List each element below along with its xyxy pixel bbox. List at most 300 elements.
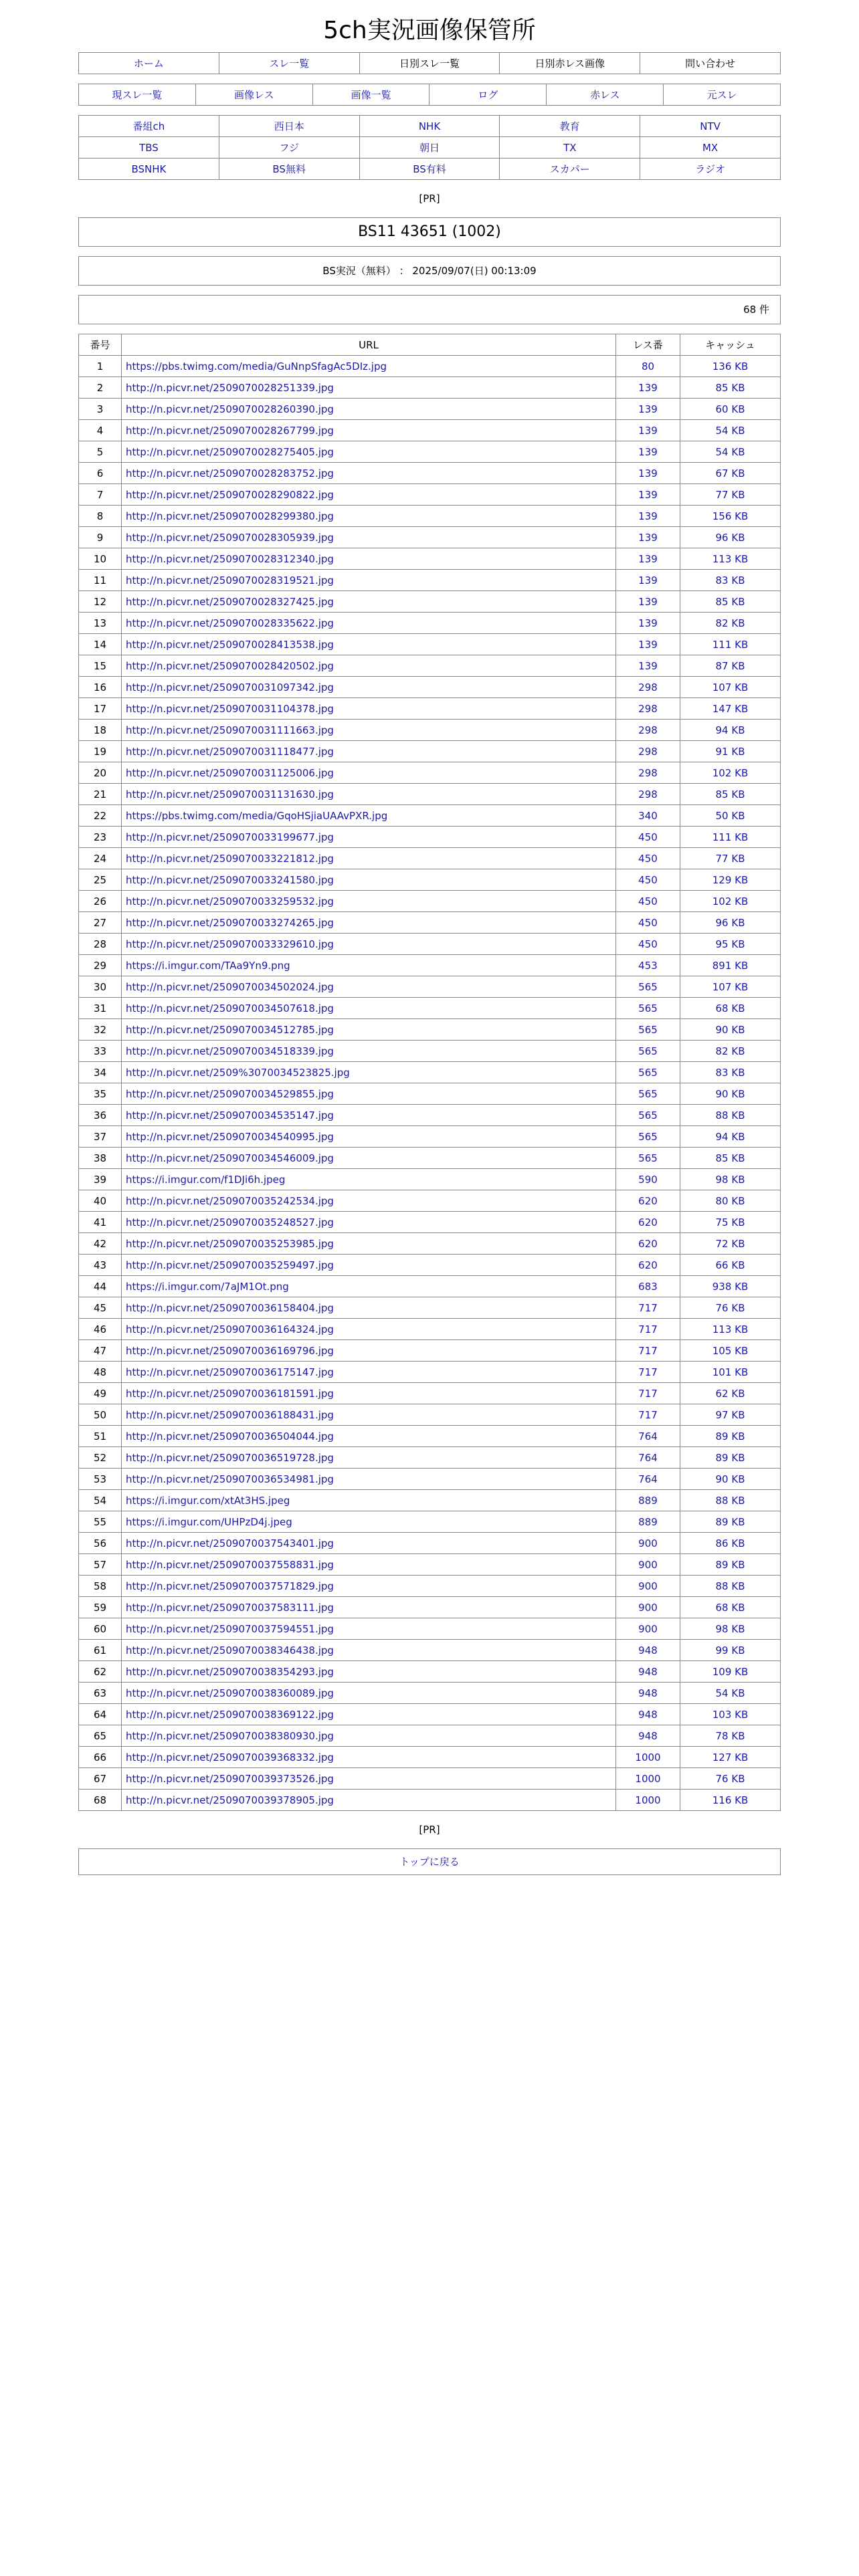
res-number-link[interactable]: 948 [638,1729,658,1742]
cache-link[interactable]: 80 KB [715,1194,745,1207]
res-number-link[interactable]: 717 [638,1408,658,1421]
res-number-link[interactable]: 717 [638,1301,658,1314]
res-number-link[interactable]: 620 [638,1259,658,1271]
cache-link[interactable]: 82 KB [715,1045,745,1057]
res-number-link[interactable]: 298 [638,766,658,779]
res-number-link[interactable]: 620 [638,1237,658,1250]
res-number-link[interactable]: 900 [638,1580,658,1592]
cache-link[interactable]: 107 KB [712,980,749,993]
res-number-link[interactable]: 1000 [635,1751,661,1763]
res-number-link[interactable]: 139 [638,595,658,608]
row-number: 29 [79,955,122,976]
channel-link[interactable]: TBS [139,141,159,154]
row-cache-cell [680,720,781,741]
header-num: 番号 [79,334,122,356]
image-url-link[interactable]: http://n.picvr.net/2509070036181591.jpg [126,1387,334,1400]
res-number-link[interactable]: 717 [638,1344,658,1357]
cache-link[interactable]: 101 KB [712,1366,749,1378]
nav-red-res[interactable]: 赤レス [589,89,620,101]
cache-link[interactable]: 94 KB [715,1130,745,1143]
res-number-link[interactable]: 889 [638,1494,658,1507]
nav-thread-list[interactable]: スレ一覧 [269,58,310,70]
image-url-link[interactable]: http://n.picvr.net/2509070037583111.jpg [126,1601,334,1614]
cache-link[interactable]: 85 KB [715,1152,745,1164]
row-res-cell [616,356,680,377]
table-row [79,1233,781,1255]
res-number-link[interactable]: 565 [638,1087,658,1100]
image-url-link[interactable]: http://n.picvr.net/2509070038380930.jpg [126,1729,334,1742]
cache-link[interactable]: 54 KB [715,445,745,458]
channel-cell [219,116,359,137]
nav-current-threads[interactable]: 現スレ一覧 [112,89,163,101]
channel-link[interactable]: BSNHK [131,163,167,175]
row-number: 16 [79,677,122,698]
image-url-link[interactable]: http://n.picvr.net/2509070033221812.jpg [126,852,334,865]
row-cache-cell [680,441,781,463]
res-number-link[interactable]: 450 [638,895,658,907]
cache-link[interactable]: 107 KB [712,681,749,693]
cache-link[interactable]: 98 KB [715,1622,745,1635]
row-url-cell [122,463,616,484]
image-url-link[interactable]: http://n.picvr.net/2509070028299380.jpg [126,510,334,522]
channel-link[interactable]: 朝日 [419,142,440,154]
cache-link[interactable]: 60 KB [715,403,745,415]
row-url-cell [122,1469,616,1490]
row-res-cell [616,762,680,784]
cache-link[interactable]: 113 KB [712,1323,749,1335]
row-url-cell [122,720,616,741]
cache-link[interactable]: 85 KB [715,381,745,394]
header-url: URL [122,334,616,356]
res-number-link[interactable]: 139 [638,638,658,651]
image-url-link[interactable]: http://n.picvr.net/2509070034518339.jpg [126,1045,334,1057]
res-number-link[interactable]: 620 [638,1216,658,1228]
image-url-link[interactable]: http://n.picvr.net/2509070028312340.jpg [126,552,334,565]
cache-link[interactable]: 77 KB [715,852,745,865]
image-url-link[interactable]: http://n.picvr.net/2509070036158404.jpg [126,1301,334,1314]
res-number-link[interactable]: 298 [638,724,658,736]
res-number-link[interactable]: 450 [638,873,658,886]
image-url-link[interactable]: http://n.picvr.net/2509070031111663.jpg [126,724,334,736]
res-number-link[interactable]: 298 [638,702,658,715]
image-url-link[interactable]: https://i.imgur.com/f1DJi6h.jpeg [126,1173,286,1186]
cache-link[interactable]: 87 KB [715,659,745,672]
res-number-link[interactable]: 900 [638,1601,658,1614]
res-number-link[interactable]: 764 [638,1430,658,1442]
cache-link[interactable]: 129 KB [712,873,749,886]
cache-link[interactable]: 90 KB [715,1087,745,1100]
channel-link[interactable]: NTV [700,120,721,132]
cache-link[interactable]: 111 KB [712,638,749,651]
cache-link[interactable]: 78 KB [715,1729,745,1742]
res-number-link[interactable]: 764 [638,1473,658,1485]
cache-link[interactable]: 76 KB [715,1772,745,1785]
image-url-link[interactable]: http://n.picvr.net/2509070036164324.jpg [126,1323,334,1335]
image-url-link[interactable]: http://n.picvr.net/2509070033274265.jpg [126,916,334,929]
image-url-link[interactable]: http://n.picvr.net/2509070034512785.jpg [126,1023,334,1036]
row-res-cell [616,1704,680,1725]
cache-link[interactable]: 72 KB [715,1237,745,1250]
channel-link[interactable]: フジ [279,142,299,154]
nav-image-res[interactable]: 画像レス [233,89,274,101]
table-row [79,1597,781,1618]
cache-link[interactable]: 938 KB [712,1280,749,1293]
cache-link[interactable]: 99 KB [715,1644,745,1656]
res-number-link[interactable]: 139 [638,552,658,565]
channel-link[interactable]: NHK [418,120,441,132]
res-number-link[interactable]: 139 [638,574,658,586]
row-url-cell [122,1233,616,1255]
cache-link[interactable]: 116 KB [712,1794,749,1806]
image-url-link[interactable]: https://i.imgur.com/UHPzD4j.jpeg [126,1515,292,1528]
row-cache-cell [680,1618,781,1640]
image-url-link[interactable]: http://n.picvr.net/2509070031097342.jpg [126,681,334,693]
cache-link[interactable]: 85 KB [715,788,745,800]
image-url-link[interactable]: http://n.picvr.net/2509070033241580.jpg [126,873,334,886]
image-url-link[interactable]: http://n.picvr.net/2509%3070034523825.jpg [126,1066,350,1079]
row-number: 50 [79,1404,122,1426]
cache-link[interactable]: 91 KB [715,745,745,758]
res-number-link[interactable]: 565 [638,980,658,993]
row-number: 43 [79,1255,122,1276]
res-number-link[interactable]: 565 [638,1045,658,1057]
row-number: 45 [79,1297,122,1319]
res-number-link[interactable]: 948 [638,1708,658,1721]
image-url-link[interactable]: http://n.picvr.net/2509070038346438.jpg [126,1644,334,1656]
channel-link[interactable]: BS無料 [272,163,306,175]
image-url-link[interactable]: http://n.picvr.net/2509070035259497.jpg [126,1259,334,1271]
cache-link[interactable]: 83 KB [715,1066,745,1079]
row-number: 46 [79,1319,122,1340]
image-url-link[interactable]: http://n.picvr.net/2509070028290822.jpg [126,488,334,501]
cache-link[interactable]: 62 KB [715,1387,745,1400]
image-url-link[interactable]: http://n.picvr.net/2509070028420502.jpg [126,659,334,672]
nav-image-list[interactable]: 画像一覧 [351,89,391,101]
cache-link[interactable]: 85 KB [715,595,745,608]
cache-link[interactable]: 76 KB [715,1301,745,1314]
row-url-cell [122,1105,616,1126]
cache-link[interactable]: 136 KB [712,360,749,372]
res-number-link[interactable]: 948 [638,1665,658,1678]
image-url-link[interactable]: http://n.picvr.net/2509070034540995.jpg [126,1130,334,1143]
channel-link[interactable]: 西日本 [274,120,304,132]
channel-cell [79,137,219,158]
res-number-link[interactable]: 453 [638,959,658,972]
row-cache-cell [680,869,781,891]
row-number: 24 [79,848,122,869]
channel-row [79,158,781,180]
row-res-cell [616,1554,680,1576]
res-number-link[interactable]: 139 [638,659,658,672]
row-number: 12 [79,591,122,613]
image-url-link[interactable]: http://n.picvr.net/2509070034502024.jpg [126,980,334,993]
res-number-link[interactable]: 683 [638,1280,658,1293]
cache-link[interactable]: 156 KB [712,510,749,522]
nav-home[interactable]: ホーム [133,58,164,70]
res-number-link[interactable]: 139 [638,617,658,629]
cache-link[interactable]: 147 KB [712,702,749,715]
row-res-cell [616,548,680,570]
row-url-cell [122,570,616,591]
image-url-link[interactable]: http://n.picvr.net/2509070033329610.jpg [126,938,334,950]
res-number-link[interactable]: 948 [638,1644,658,1656]
cache-link[interactable]: 127 KB [712,1751,749,1763]
res-number-link[interactable]: 900 [638,1622,658,1635]
channel-cell [640,116,781,137]
image-url-link[interactable]: http://n.picvr.net/2509070035253985.jpg [126,1237,334,1250]
image-url-link[interactable]: http://n.picvr.net/2509070028260390.jpg [126,403,334,415]
channel-link[interactable]: スカパー [549,163,590,175]
row-res-cell [616,1062,680,1083]
cache-link[interactable]: 89 KB [715,1451,745,1464]
cache-link[interactable]: 105 KB [712,1344,749,1357]
image-url-link[interactable]: http://n.picvr.net/2509070036169796.jpg [126,1344,334,1357]
image-url-link[interactable]: http://n.picvr.net/2509070036175147.jpg [126,1366,334,1378]
cache-link[interactable]: 89 KB [715,1430,745,1442]
nav-image-list-cell [312,84,430,106]
cache-link[interactable]: 891 KB [712,959,749,972]
cache-link[interactable]: 98 KB [715,1173,745,1186]
res-number-link[interactable]: 717 [638,1323,658,1335]
res-number-link[interactable]: 298 [638,788,658,800]
res-number-link[interactable]: 340 [638,809,658,822]
channel-link[interactable]: 番組ch [132,120,165,132]
image-url-link[interactable]: http://n.picvr.net/2509070028267799.jpg [126,424,334,437]
image-url-link[interactable]: http://n.picvr.net/2509070034529855.jpg [126,1087,334,1100]
res-number-link[interactable]: 1000 [635,1794,661,1806]
cache-link[interactable]: 66 KB [715,1259,745,1271]
res-number-link[interactable]: 717 [638,1366,658,1378]
cache-link[interactable]: 103 KB [712,1708,749,1721]
image-url-link[interactable]: http://n.picvr.net/2509070038360089.jpg [126,1687,334,1699]
image-url-link[interactable]: http://n.picvr.net/2509070039373526.jpg [126,1772,334,1785]
res-number-link[interactable]: 889 [638,1515,658,1528]
image-url-link[interactable]: http://n.picvr.net/2509070034507618.jpg [126,1002,334,1014]
image-url-link[interactable]: http://n.picvr.net/2509070031125006.jpg [126,766,334,779]
cache-link[interactable]: 113 KB [712,552,749,565]
cache-link[interactable]: 109 KB [712,1665,749,1678]
nav-log[interactable]: ログ [478,89,498,101]
image-url-link[interactable]: http://n.picvr.net/2509070028327425.jpg [126,595,334,608]
row-url-cell [122,1319,616,1340]
row-cache-cell [680,1404,781,1426]
row-cache-cell [680,1661,781,1683]
row-cache-cell [680,698,781,720]
cache-link[interactable]: 90 KB [715,1473,745,1485]
cache-link[interactable]: 89 KB [715,1558,745,1571]
cache-link[interactable]: 94 KB [715,724,745,736]
row-number: 32 [79,1019,122,1041]
cache-link[interactable]: 68 KB [715,1601,745,1614]
cache-link[interactable]: 95 KB [715,938,745,950]
table-row [79,377,781,399]
table-row [79,848,781,869]
row-res-cell [616,1126,680,1148]
image-url-link[interactable]: http://n.picvr.net/2509070028251339.jpg [126,381,334,394]
channel-link[interactable]: TX [563,141,577,154]
image-url-link[interactable]: http://n.picvr.net/2509070037594551.jpg [126,1622,334,1635]
res-number-link[interactable]: 1000 [635,1772,661,1785]
image-url-link[interactable]: http://n.picvr.net/2509070037543401.jpg [126,1537,334,1549]
res-number-link[interactable]: 139 [638,488,658,501]
image-url-link[interactable]: http://n.picvr.net/2509070036504044.jpg [126,1430,334,1442]
res-number-link[interactable]: 139 [638,445,658,458]
back-to-top-link[interactable]: トップに戻る [399,1856,460,1868]
cache-link[interactable]: 68 KB [715,1002,745,1014]
image-url-link[interactable]: http://n.picvr.net/2509070036188431.jpg [126,1408,334,1421]
res-number-link[interactable]: 139 [638,381,658,394]
res-number-link[interactable]: 298 [638,745,658,758]
cache-link[interactable]: 67 KB [715,467,745,479]
res-number-link[interactable]: 900 [638,1537,658,1549]
row-number: 22 [79,805,122,827]
cache-link[interactable]: 86 KB [715,1537,745,1549]
row-res-cell [616,1297,680,1319]
row-url-cell [122,784,616,805]
res-number-link[interactable]: 450 [638,938,658,950]
res-number-link[interactable]: 717 [638,1387,658,1400]
nav-daily-thread-list-cell[interactable]: 日別スレ一覧 [359,53,500,74]
cache-link[interactable]: 97 KB [715,1408,745,1421]
image-url-link[interactable]: http://n.picvr.net/2509070034535147.jpg [126,1109,334,1121]
cache-link[interactable]: 102 KB [712,766,749,779]
row-url-cell [122,741,616,762]
res-number-link[interactable]: 139 [638,510,658,522]
cache-link[interactable]: 96 KB [715,531,745,544]
nav-contact-cell[interactable]: 問い合わせ [640,53,781,74]
row-res-cell [616,1319,680,1340]
res-number-link[interactable]: 450 [638,916,658,929]
image-url-link[interactable]: http://n.picvr.net/2509070028319521.jpg [126,574,334,586]
channel-cell [500,116,640,137]
cache-link[interactable]: 96 KB [715,916,745,929]
res-number-link[interactable]: 620 [638,1194,658,1207]
res-number-link[interactable]: 139 [638,531,658,544]
image-url-link[interactable]: http://n.picvr.net/2509070035248527.jpg [126,1216,334,1228]
channel-link[interactable]: MX [702,141,719,154]
image-url-link[interactable]: http://n.picvr.net/2509070038369122.jpg [126,1708,334,1721]
image-url-link[interactable]: http://n.picvr.net/2509070035242534.jpg [126,1194,334,1207]
row-cache-cell [680,1105,781,1126]
table-row [79,1297,781,1319]
res-number-link[interactable]: 139 [638,424,658,437]
image-url-link[interactable]: http://n.picvr.net/2509070028413538.jpg [126,638,334,651]
res-number-link[interactable]: 764 [638,1451,658,1464]
res-number-link[interactable]: 139 [638,403,658,415]
res-number-link[interactable]: 565 [638,1002,658,1014]
cache-link[interactable]: 102 KB [712,895,749,907]
image-url-link[interactable]: http://n.picvr.net/2509070036519728.jpg [126,1451,334,1464]
row-res-cell [616,1511,680,1533]
image-url-link[interactable]: http://n.picvr.net/2509070031104378.jpg [126,702,334,715]
image-url-link[interactable]: http://n.picvr.net/2509070028335622.jpg [126,617,334,629]
row-number: 49 [79,1383,122,1404]
cache-link[interactable]: 77 KB [715,488,745,501]
row-cache-cell [680,1233,781,1255]
res-number-link[interactable]: 450 [638,852,658,865]
cache-link[interactable]: 88 KB [715,1494,745,1507]
channel-link[interactable]: 教育 [559,120,580,132]
row-number: 48 [79,1362,122,1383]
row-res-cell [616,1105,680,1126]
image-url-link[interactable]: http://n.picvr.net/2509070028283752.jpg [126,467,334,479]
image-url-link[interactable]: http://n.picvr.net/2509070033199677.jpg [126,831,334,843]
image-url-link[interactable]: https://i.imgur.com/TAa9Yn9.png [126,959,290,972]
res-number-link[interactable]: 80 [641,360,655,372]
image-url-link[interactable]: http://n.picvr.net/2509070033259532.jpg [126,895,334,907]
res-number-link[interactable]: 298 [638,681,658,693]
row-cache-cell [680,1426,781,1447]
res-number-link[interactable]: 900 [638,1558,658,1571]
row-number: 61 [79,1640,122,1661]
row-cache-cell [680,1276,781,1297]
res-number-link[interactable]: 139 [638,467,658,479]
row-cache-cell [680,1190,781,1212]
cache-link[interactable]: 111 KB [712,831,749,843]
res-number-link[interactable]: 948 [638,1687,658,1699]
nav-original-thread[interactable]: 元スレ [706,89,737,101]
cache-link[interactable]: 88 KB [715,1109,745,1121]
cache-link[interactable]: 90 KB [715,1023,745,1036]
row-url-cell [122,399,616,420]
channel-link[interactable]: ラジオ [695,163,726,175]
row-number: 18 [79,720,122,741]
cache-link[interactable]: 54 KB [715,424,745,437]
row-cache-cell [680,420,781,441]
cache-link[interactable]: 89 KB [715,1515,745,1528]
res-number-link[interactable]: 590 [638,1173,658,1186]
cache-link[interactable]: 82 KB [715,617,745,629]
image-url-link[interactable]: http://n.picvr.net/2509070031131630.jpg [126,788,334,800]
image-url-link[interactable]: http://n.picvr.net/2509070039378905.jpg [126,1794,334,1806]
table-row [79,720,781,741]
image-url-link[interactable]: http://n.picvr.net/2509070036534981.jpg [126,1473,334,1485]
res-number-link[interactable]: 565 [638,1130,658,1143]
thread-title: BS11 43651 (1002) [78,217,781,247]
image-url-link[interactable]: https://i.imgur.com/xtAt3HS.jpeg [126,1494,290,1507]
image-url-link[interactable]: http://n.picvr.net/2509070028275405.jpg [126,445,334,458]
cache-link[interactable]: 83 KB [715,574,745,586]
cache-link[interactable]: 75 KB [715,1216,745,1228]
channel-link[interactable]: BS有料 [413,163,446,175]
image-url-link[interactable]: http://n.picvr.net/2509070038354293.jpg [126,1665,334,1678]
res-number-link[interactable]: 565 [638,1066,658,1079]
nav-daily-red-res-images-cell[interactable]: 日別赤レス画像 [500,53,640,74]
image-url-link[interactable]: http://n.picvr.net/2509070028305939.jpg [126,531,334,544]
image-url-link[interactable]: http://n.picvr.net/2509070037558831.jpg [126,1558,334,1571]
table-row [79,1255,781,1276]
res-number-link[interactable]: 450 [638,831,658,843]
row-number: 11 [79,570,122,591]
image-url-link[interactable]: http://n.picvr.net/2509070031118477.jpg [126,745,334,758]
res-number-link[interactable]: 565 [638,1023,658,1036]
res-number-link[interactable]: 565 [638,1152,658,1164]
image-url-link[interactable]: https://pbs.twimg.com/media/GuNnpSfagAc5DIz.jpg [126,360,387,372]
res-number-link[interactable]: 565 [638,1109,658,1121]
row-cache-cell [680,934,781,955]
row-cache-cell [680,1126,781,1148]
cache-link[interactable]: 88 KB [715,1580,745,1592]
cache-link[interactable]: 50 KB [715,809,745,822]
table-row [79,805,781,827]
image-url-link[interactable]: http://n.picvr.net/2509070034546009.jpg [126,1152,334,1164]
cache-link[interactable]: 54 KB [715,1687,745,1699]
image-url-link[interactable]: http://n.picvr.net/2509070037571829.jpg [126,1580,334,1592]
image-url-link[interactable]: https://pbs.twimg.com/media/GqoHSjiaUAAvPXR.jpg [126,809,388,822]
row-number: 54 [79,1490,122,1511]
image-url-link[interactable]: https://i.imgur.com/7aJM1Ot.png [126,1280,289,1293]
image-url-link[interactable]: http://n.picvr.net/2509070039368332.jpg [126,1751,334,1763]
